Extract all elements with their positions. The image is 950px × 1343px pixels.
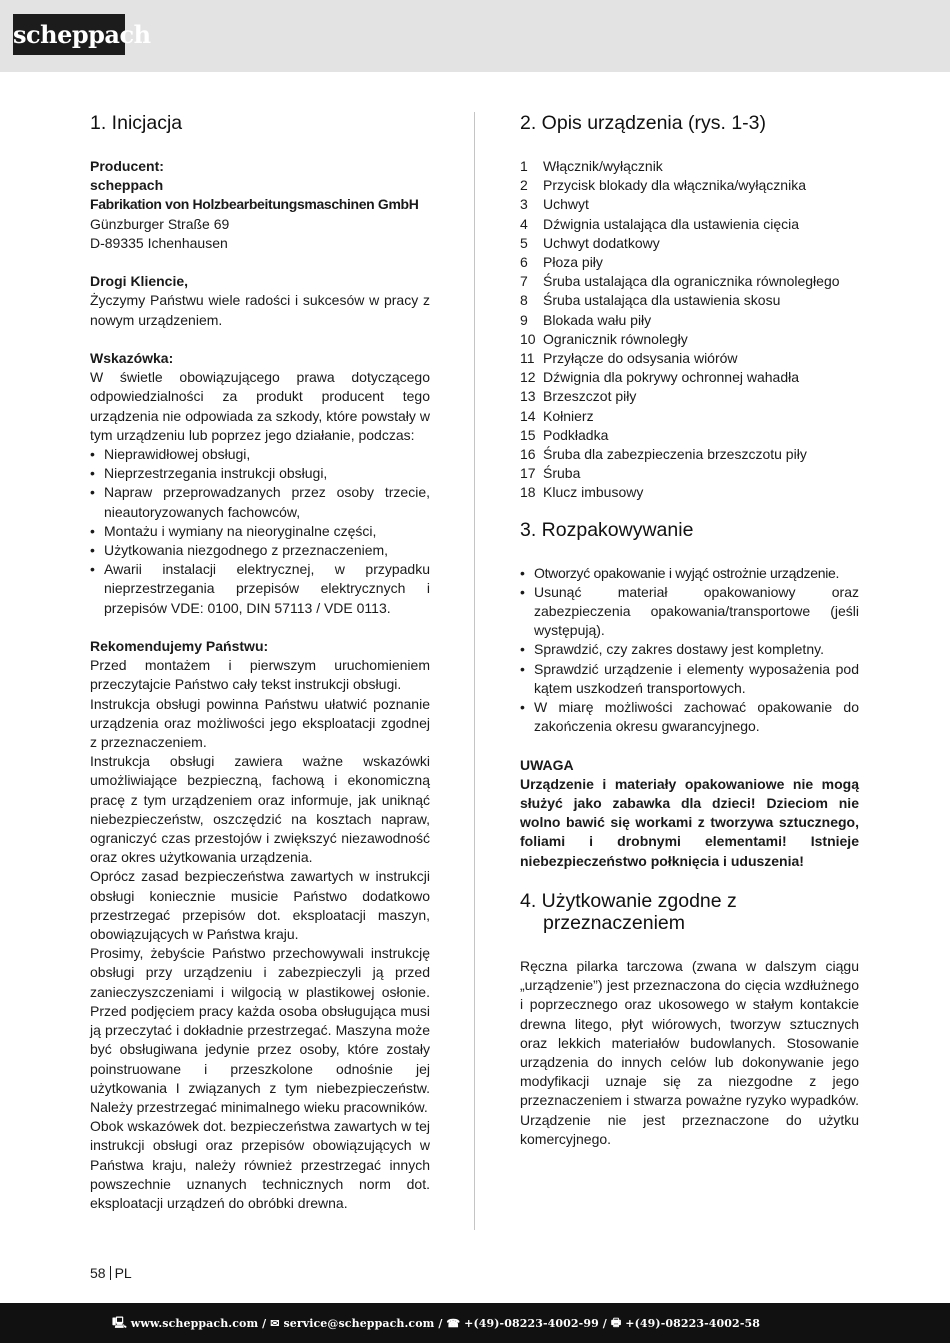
right-column — [520, 112, 859, 1149]
scheppach-logo: scheppach — [13, 14, 125, 55]
part-number: 6 — [520, 254, 528, 271]
recommend-paragraph: Oprócz zasad bezpieczeństwa zawartych w instrukcji obsługi koniecznie musicie Państwo dodatkowo przestrzegać przepisów dot. eksploatacji maszyn, obowiązujących w Państwa kraju. — [90, 868, 430, 943]
phone-icon: ☎ — [446, 1316, 465, 1330]
warning-label: UWAGA — [520, 756, 574, 773]
greeting-text: Życzymy Państwu wiele radości i sukcesów w pracy z nowym urządzeniem. — [90, 292, 430, 328]
part-number: 7 — [520, 273, 528, 290]
section-1-heading: 1. Inicjacja — [90, 112, 183, 134]
list-item: • Nieprawidłowej obsługi, — [90, 445, 430, 464]
part-number: 5 — [520, 234, 528, 251]
list-item — [520, 445, 859, 464]
producer-company: Fabrikation von Holzbearbeitungsmaschinen GmbH — [90, 196, 419, 213]
section-3-heading: 3. Rozpakowywanie — [520, 518, 694, 541]
list-item: • Sprawdzić urządzenie i elementy wyposażenia pod kątem uszkodzeń transportowych. — [520, 660, 859, 698]
footer-phone: +(49)-08223-4002-99 — [464, 1316, 599, 1330]
page-footer: 🖳 www.scheppach.com / ✉ service@scheppach.com / ☎ +(49)-08223-4002-99 / 🖶 +(49)-08223-4002-58 — [0, 1303, 950, 1343]
list-item — [520, 330, 859, 349]
part-number: 15 — [520, 426, 536, 443]
list-item — [520, 426, 859, 445]
part-label: Śruba ustalająca dla ogranicznika równoległego — [543, 273, 840, 290]
part-number: 11 — [520, 350, 535, 367]
left-column — [90, 112, 430, 1213]
part-label: Uchwyt — [543, 196, 589, 213]
part-label: Śruba ustalająca dla ustawienia skosu — [543, 292, 781, 309]
list-item — [520, 311, 859, 330]
page-language: PL — [114, 1265, 132, 1281]
part-number: 13 — [520, 388, 536, 405]
list-item — [520, 195, 859, 214]
list-item: • W miarę możliwości zachować opakowanie do zakończenia okresu gwarancyjnego. — [520, 698, 859, 736]
part-number: 10 — [520, 330, 536, 347]
part-label: Blokada wału piły — [543, 311, 652, 328]
fax-icon: 🖶 — [610, 1315, 626, 1329]
footer-website[interactable]: www.scheppach.com — [130, 1316, 259, 1330]
recommend-paragraph: Przed montażem i pierwszym uruchomieniem przeczytajcie Państwo cały tekst instrukcji obsługi. — [90, 657, 430, 693]
part-number: 17 — [520, 465, 536, 482]
note-label: Wskazówka: — [90, 350, 174, 366]
list-item: • Napraw przeprowadzanych przez osoby trzecie, nieautoryzowanych fachowców, — [90, 483, 430, 521]
mail-icon: ✉ — [270, 1316, 284, 1330]
part-number: 3 — [520, 196, 528, 213]
list-item — [520, 234, 859, 253]
list-item: • Montażu i wymiany na nieoryginalne części, — [90, 522, 430, 541]
footer-fax: +(49)-08223-4002-58 — [625, 1316, 760, 1330]
list-item — [520, 253, 859, 272]
greeting-label: Drogi Kliencie, — [90, 273, 189, 290]
part-label: Śruba dla zabezpieczenia brzeszczotu piły — [543, 446, 807, 463]
list-item: • Nieprzestrzegania instrukcji obsługi, — [90, 464, 430, 483]
part-label: Włącznik/wyłącznik — [543, 158, 663, 174]
section-4-heading: 4. Użytkowanie zgodne z przeznaczeniem — [520, 889, 737, 934]
part-label: Śruba — [543, 465, 581, 482]
list-item — [520, 368, 859, 387]
list-item: • Sprawdzić, czy zakres dostawy jest kompletny. — [520, 640, 859, 659]
unpack-list — [520, 564, 859, 737]
list-item: • Otworzyć opakowanie i wyjąć ostrożnie urządzenie. — [520, 564, 859, 583]
part-number: 16 — [520, 446, 536, 463]
page-number — [90, 1265, 132, 1281]
part-label: Kołnierz — [543, 407, 594, 424]
column-divider — [474, 112, 475, 1230]
part-label: Płoza piły — [543, 254, 603, 271]
part-label: Ogranicznik równoległy — [543, 330, 688, 347]
computer-icon: 🖳 — [112, 1315, 131, 1329]
list-item — [520, 349, 859, 368]
part-number: 18 — [520, 484, 536, 501]
section-2-heading: 2. Opis urządzenia (rys. 1-3) — [520, 112, 767, 134]
list-item — [520, 157, 859, 176]
parts-list — [520, 157, 859, 503]
part-number: 2 — [520, 177, 528, 194]
part-number: 12 — [520, 369, 536, 386]
page-header — [0, 0, 950, 72]
usage-text: Ręczna pilarka tarczowa (zwana w dalszym ciągu „urządzenie”) jest przeznaczona do cięcia wzdłużnego i poprzecznego oraz ukosowego w stałym kontakcie drewna litego, płyt wiórowych, tworzyw sztucznych oraz lekkich materiałów budowlanych. Stosowanie urządzenia do innych celów lub dokonywanie jego modyfikacji uznaje się za niezgodne z jego przeznaczeniem i stwarza poważne ryzyko wypadków. Urządzenie nie jest przeznaczone do użytku komercyjnego. — [520, 957, 859, 1147]
producer-street: Günzburger Straße 69 — [90, 215, 230, 232]
list-item — [520, 215, 859, 234]
part-number: 14 — [520, 407, 536, 424]
part-number: 1 — [520, 158, 528, 174]
recommend-label: Rekomendujemy Państwu: — [90, 638, 269, 655]
producer-label: Producent: — [90, 158, 164, 174]
list-item — [520, 483, 859, 502]
list-item — [520, 387, 859, 406]
list-item — [520, 176, 859, 195]
list-item: • Użytkowania niezgodnego z przeznaczeniem, — [90, 541, 430, 560]
part-label: Klucz imbusowy — [543, 484, 644, 501]
list-item — [520, 464, 859, 483]
recommend-paragraph: Prosimy, żebyście Państwo przechowywali instrukcję obsługi przy urządzeniu i zabezpieczyli ją przed zanieczyszczeniami i wilgocią w plastikowej osłonie. Przed podjęciem pracy każda osoba obsługująca musi ją przeczytać i dokładnie przestrzegać. Maszyna może być obsługiwana jedynie przez osoby, które zostały poinstruowane i przeszkolone odnośnie jej użytkowania I związanych z tym niebezpieczeństw. Należy przestrzegać minimalnego wieku pracowników. — [90, 945, 430, 1115]
list-item — [520, 272, 859, 291]
part-label: Uchwyt dodatkowy — [543, 234, 660, 251]
part-label: Podkładka — [543, 426, 609, 443]
part-number: 9 — [520, 311, 528, 328]
part-label: Przyłącze do odsysania wiórów — [543, 350, 738, 367]
list-item: • Usunąć materiał opakowaniowy oraz zabezpieczenia opakowania/transportowe (jeśli występują). — [520, 583, 859, 641]
recommend-paragraph: Instrukcja obsługi zawiera ważne wskazówki umożliwiające bezpieczną, fachową i ekonomiczną pracę z tym urządzeniem oraz informuje, jak uniknąć niebezpieczeństw, oszczędzić na kosztach napraw, ograniczyć czas przestojów i zwiększyć niezawodność oraz okres użytkowania urządzenia. — [90, 753, 430, 866]
page-number-value: 58 — [90, 1265, 106, 1281]
part-label: Dźwignia dla pokrywy ochronnej wahadła — [543, 369, 800, 386]
producer-city: D-89335 Ichenhausen — [90, 234, 228, 251]
part-label: Brzeszczot piły — [543, 388, 637, 405]
list-item: • Awarii instalacji elektrycznej, w przypadku nieprzestrzegania przepisów elektrycznych i przepisów VDE: 0100, DIN 57113 / VDE 0113. — [90, 560, 430, 618]
recommend-paragraph: Instrukcja obsługi powinna Państwu ułatwić poznanie urządzenia oraz możliwości jego eksploatacji zgodnej z przeznaczeniem. — [90, 695, 430, 751]
warning-text: Urządzenie i materiały opakowaniowe nie mogą służyć jako zabawka dla dzieci! Dzieciom nie wolno bawić się workami z tworzywa sztucznego, foliami i drobnymi elementami! Istnieje niebezpieczeństwo połknięcia i uduszenia! — [520, 775, 859, 869]
note-list — [90, 445, 430, 618]
part-label: Dźwignia ustalająca dla ustawienia cięcia — [543, 215, 800, 232]
note-text: W świetle obowiązującego prawa dotyczącego odpowiedzialności za produkt producent tego urządzenia nie odpowiada za szkody, które powstały w tym urządzeniu lub poprzez jego działanie, podczas: — [90, 369, 430, 443]
footer-email[interactable]: service@scheppach.com — [283, 1316, 435, 1330]
part-label: Przycisk blokady dla włącznika/wyłącznika — [543, 177, 806, 194]
part-number: 4 — [520, 215, 528, 232]
recommend-paragraph: Obok wskazówek dot. bezpieczeństwa zawartych w tej instrukcji obsługi oraz przepisów obowiązujących w Państwa kraju, należy również przestrzegać innych powszechnie uznanych technicznych norm dot. eksploatacji urządzeń do obróbki drewna. — [90, 1118, 430, 1211]
part-number: 8 — [520, 292, 528, 309]
list-item — [520, 407, 859, 426]
producer-name: scheppach — [90, 177, 164, 194]
list-item — [520, 291, 859, 310]
